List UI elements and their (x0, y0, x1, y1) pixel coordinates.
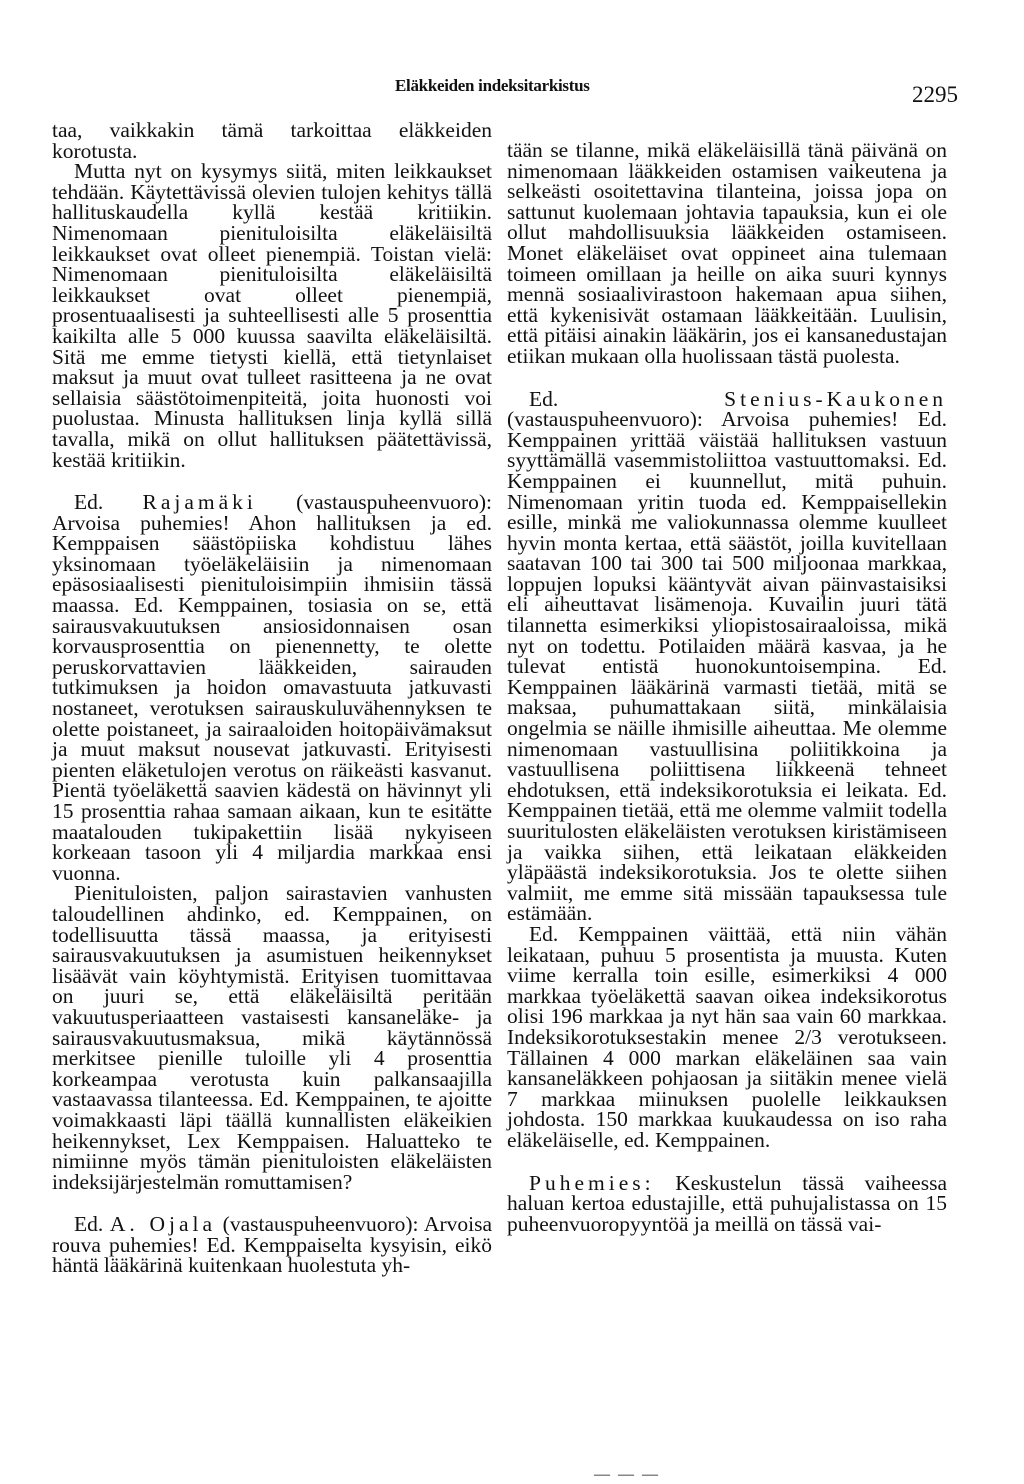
paragraph: taa, vaikkakin tämä tarkoittaa eläkkeiden korotusta. (52, 118, 492, 163)
paragraph: Pienituloisten, paljon sairastavien vanhusten taloudellinen ahdinko, ed. Kemppainen, on todellisuutta tässä maassa, ja erityisesti sairausvakuutuksen ja asumistuen heikennykset lisäävät vain köyhtymistä. Erityisen tuomittavaa on juuri se, että eläkeläisiltä peritään vakuutusperiaatteen vastaisesti kansaneläke- ja sairausvakuutusmaksua, mikä käytännössä merkitsee pienille tuloille yli 4 prosenttia korkeampaa verotusta kuin palkansaajilla vastaavassa tilanteessa. Ed. Kemppainen, te ajoitte voimakkaasti läpi täällä kunnallisten eläkeikien heikennykset, Lex Kemppaisen. Haluatteko te nimiinne myös tämän pienituloisten eläkeläisten indeksijärjestelmän romuttamisen? (52, 881, 492, 1194)
speaker-prefix: Ed. (74, 490, 104, 515)
paragraph: tään se tilanne, mikä eläkeläisillä tänä päivänä on nimenomaan lääkkeiden ostamisen vaikeutena ja selkeästi osoitettavina tilanteina, joissa jopa on sattunut kuolemaan johtavia tapauksia, kun ei ole ollut mahdollisuuksia lääkkeiden ostamiseen. Monet eläkeläiset ovat oppineet aina tulemaan toimeen omillaan ja heille on aika suuri kynnys mennä sosiaalivirastoon hakemaan apua siihen, että kykenisivät ostamaan lääkkeitään. Luulisin, että pitäisi ainakin lääkärin, jos ei kansanedustajan etiikan mukaan olla huolissaan tästä puolesta. (507, 138, 947, 368)
speech-text: Keskustelun tässä vaiheessa haluan kertoa edustajille, että puhujalistassa on 15 puheenvuoropyyntöä ja meillä on tässä vai- (507, 1170, 948, 1236)
speech-ojala (52, 1214, 492, 1276)
left-column (52, 120, 492, 1276)
page-number: 2295 (912, 82, 958, 107)
speech-rajamaki (52, 492, 492, 883)
running-header-title: Eläkkeiden indeksitarkistus (395, 76, 590, 95)
section-divider: — — — (594, 1466, 660, 1483)
speaker-prefix: Ed. (74, 1212, 104, 1237)
speech-text: (vastauspuheenvuoro): Arvoisa puhemies! Ed. Kemppainen yrittää väistää hallituksen vastuun syyttämällä vasemmistoliittoa vastuuttomaksi. Ed. Kemppainen ei kuunnellut, mitä puhuin. Nimenomaan yritin tuoda ed. Kemppaisellekin esille, minkä me valiokunnassa olemme kuulleet hyvin monta kertaa, että säästöt, joilla kuvitellaan saatavan 100 tai 300 tai 500 miljoonaa markkaa, loppujen lopuksi kääntyvät aivan päinvastaisiksi eli aiheuttavat lisämenoja. Kuvailin juuri tätä tilannetta esimerkiksi yliopistosairaaloissa, mikä nyt on todettu. Potilaiden määrä kasvaa, ja he tulevat entistä huonokuntoisempina. Ed. Kemppainen lääkärinä varmasti tietää, mitä se maksaa, puhumattakaan siitä, minkälaisia ongelmia se näille ihmisille aiheuttaa. Me olemme nimenomaan vastuullisina poliitikkoina ja vastuullisena poliittisena liikkeenä tehneet ehdotuksen, että indeksikorotuksia ei leikata. Ed. Kemppainen tietää, että me olemme valmiit todella suuritulosten eläkeläisten verotuksen kiristämiseen ja vaikka siihen, että leikataan eläkkeiden yläpäästä indeksikorotuksia. Jos te olette siihen valmiit, me emme sitä missään tapauksessa tule estämään. (507, 407, 947, 926)
speech-text: (vastauspuheenvuoro): Arvoisa rouva puhemies! Ed. Kemppaiselta kysyisin, eikö häntä lääkärinä kuitenkaan huolestuta yh- (52, 1212, 493, 1278)
speech-puhemies (507, 1170, 948, 1236)
speaker-name: Stenius-Kaukonen (724, 386, 947, 411)
speaker-name: A. Ojala (109, 1212, 217, 1237)
speaker-prefix: Ed. (529, 386, 559, 411)
paragraph: Mutta nyt on kysymys siitä, miten leikkaukset tehdään. Käytettävissä olevien tulojen kehitys tällä hallituskaudella kyllä kestää kritiikin. Nimenomaan pienituloisilta eläkeläisiltä leikkaukset ovat olleet pienempiä. Toistan vielä: Nimenomaan pienituloisilta eläkeläisiltä leikkaukset ovat olleet pienempiä, prosentuaalisesti ja suhteellisesti alle 5 prosenttia kaikilta alle 5 000 kuussa saavilta eläkeläisiltä. Sitä me emme tietysti kiellä, että tietynlaiset maksut ja muut ovat tulleet rasitteena ja ne ovat sellaisia säästötoimenpiteitä, joita huonosti voi puolustaa. Minusta hallituksen linja kyllä sillä tavalla, mikä on ollut hallituksen päätettävissä, kestää kritiikin. (52, 159, 492, 472)
right-column (507, 140, 947, 1234)
paragraph: Ed. Kemppainen väittää, että niin vähän leikataan, puhuu 5 prosentista ja muusta. Kuten viime kerralla toin esille, esimerkiksi 4 000 markkaa työeläkettä saavan oikea indeksikorotus olisi 196 markkaa ja nyt hän saa vain 60 markkaa. Indeksikorotuksestakin menee 2/3 verotukseen. Tällainen 4 000 markan eläkeläinen saa vain kansaneläkkeen pohjaosan ja siitäkin menee vielä 7 markkaa miinuksen puolelle leikkauksen johdosta. 150 markkaa kuukaudessa on iso raha eläkeläiselle, ed. Kemppainen. (507, 921, 947, 1152)
speech-text: (vastauspuheenvuoro): Arvoisa puhemies! Ahon hallituksen ja ed. Kemppaisen säästöpiiska kohdistuu lähes yksinomaan työeläkeläisiin ja nimenomaan epäsosiaalisesti pienituloisimpiin ihmisiin tässä maassa. Ed. Kemppainen, tosiasia on se, että sairausvakuutuksen ansiosidonnaisen osan korvausprosenttia on pienennetty, te olette peruskorvattavien lääkkeiden, sairauden tutkimuksen ja hoidon omavastuuta jatkuvasti nostaneet, verotuksen sairauskuluvähennyksen te olette poistaneet, ja sairaaloiden hoitopäivämaksut ja muut maksut nousevat jatkuvasti. Erityisesti pienten eläketulojen verotus on räikeästi kasvanut. Pientä työeläkettä saavien kädestä on hävinnyt yli 15 prosenttia rahaa samaan aikaan, kun te esitätte maatalouden tukipakettiin lisää nykyiseen korkeaan tasoon yli 4 miljardia markkaa ensi vuonna. (52, 490, 492, 885)
speaker-name: Rajamäki (142, 490, 257, 515)
speaker-name: Puhemies: (529, 1170, 655, 1195)
speech-stenius-kaukonen (507, 386, 947, 926)
